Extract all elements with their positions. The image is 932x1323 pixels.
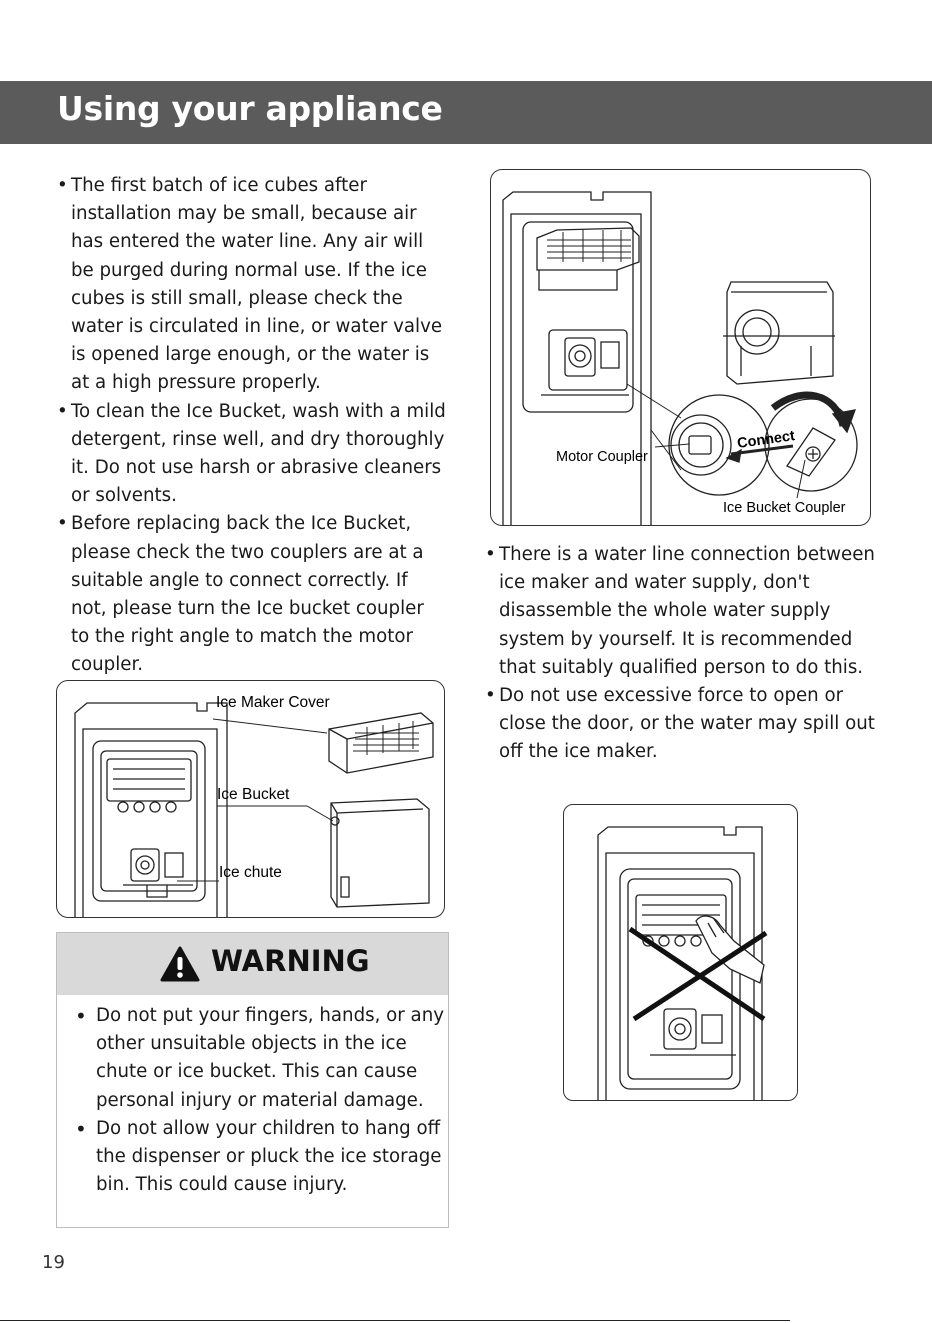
ice-maker-parts-figure: [56, 680, 445, 918]
list-item: • Before replacing back the Ice Bucket, please check the two couplers are at a suitable angle to connect correctly. If not, please turn the Ice bucket coupler to the right angle to match the motor coupler.: [57, 510, 447, 679]
list-item: • The first batch of ice cubes after installation may be small, because air has entered the water line. Any air will be purged during normal use. If the ice cubes is still small, please check the water is circulated in line, or water valve is opened large enough, or the water is at a high pressure properly.: [57, 172, 447, 398]
warning-list: [75, 1002, 445, 1199]
list-item: • To clean the Ice Bucket, wash with a mild detergent, rinse well, and dry thoroughly it. Do not use harsh or abrasive cleaners or solvents.: [57, 398, 447, 511]
no-hand-drawing: [564, 805, 797, 1100]
warning-title: WARNING: [211, 944, 370, 978]
couplers-figure: [490, 169, 871, 526]
list-item: • There is a water line connection between ice maker and water supply, don't disassemble the whole water supply system by yourself. It is recommended that suitably qualified person to do this.: [485, 541, 880, 682]
section-header: [0, 81, 932, 144]
left-bullet-list: [57, 172, 447, 680]
page-title: Using your appliance: [57, 89, 443, 128]
ice-maker-cover-label: Ice Maker Cover: [216, 694, 330, 711]
ice-bucket-label: Ice Bucket: [217, 786, 290, 803]
warning-header: [57, 933, 448, 995]
list-item: • Do not use excessive force to open or close the door, or the water may spill out off the ice maker.: [485, 682, 880, 767]
connect-label: Connect: [736, 428, 796, 452]
list-item: • Do not allow your children to hang off the dispenser or pluck the ice storage bin. This could cause injury.: [75, 1115, 445, 1200]
page-number: 19: [42, 1252, 65, 1273]
right-bullet-list: [485, 541, 880, 767]
ice-chute-label: Ice chute: [219, 864, 282, 881]
no-hand-figure: [563, 804, 798, 1101]
footer-divider: [0, 1320, 790, 1321]
warning-triangle-icon: [160, 946, 200, 982]
warning-box: [56, 932, 449, 1228]
motor-coupler-label: Motor Coupler: [556, 449, 648, 465]
ice-bucket-coupler-label: Ice Bucket Coupler: [723, 500, 846, 516]
couplers-drawing: [491, 170, 870, 525]
list-item: • Do not put your fingers, hands, or any other unsuitable objects in the ice chute or ice bucket. This can cause personal injury or material damage.: [75, 1002, 445, 1115]
